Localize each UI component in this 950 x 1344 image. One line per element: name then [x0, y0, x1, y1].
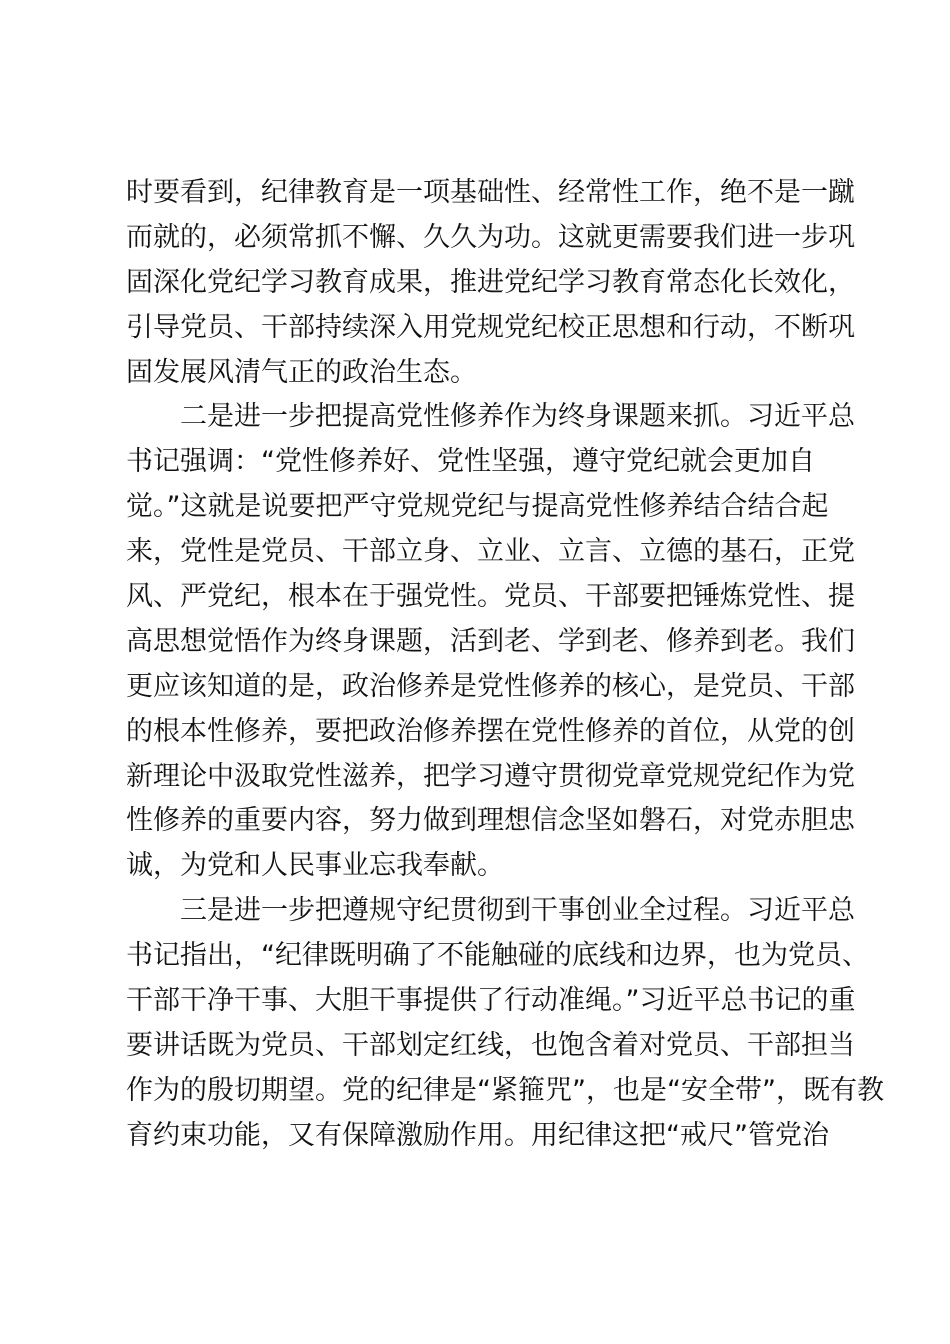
- paragraph-line: 引导党员、干部持续深入用党规党纪校正思想和行动，不断巩: [126, 311, 855, 343]
- paragraph-line: 的根本性修养，要把政治修养摆在党性修养的首位，从党的创: [126, 715, 855, 747]
- paragraph-1: [126, 171, 855, 395]
- paragraph-line: 书记指出，“纪律既明确了不能触碰的底线和边界，也为党员、: [126, 940, 869, 972]
- paragraph-line: 育约束功能，又有保障激励作用。用纪律这把“戒尺”管党治: [126, 1119, 829, 1151]
- paragraph-line: 来，党性是党员、干部立身、立业、立言、立德的基石，正党: [126, 536, 855, 568]
- paragraph-line: 固发展风清气正的政治生态。: [126, 356, 477, 388]
- paragraph-first-line: 二是进一步把提高党性修养作为终身课题来抓。习近平总: [180, 401, 855, 433]
- document-body: [126, 171, 884, 1159]
- paragraph-2: [126, 395, 855, 889]
- paragraph-line: 更应该知道的是，政治修养是党性修养的核心，是党员、干部: [126, 670, 855, 702]
- paragraph-line: 书记强调：“党性修养好、党性坚强，遵守党纪就会更加自: [126, 446, 815, 478]
- paragraph-line: 要讲话既为党员、干部划定红线，也饱含着对党员、干部担当: [126, 1029, 855, 1061]
- paragraph-line: 时要看到，纪律教育是一项基础性、经常性工作，绝不是一蹴: [126, 177, 855, 208]
- paragraph-line: 而就的，必须常抓不懈、久久为功。这就更需要我们进一步巩: [126, 221, 855, 253]
- paragraph-line: 性修养的重要内容，努力做到理想信念坚如磐石，对党赤胆忠: [126, 805, 855, 837]
- paragraph-line: 新理论中汲取党性滋养，把学习遵守贯彻党章党规党纪作为党: [126, 760, 855, 792]
- paragraph-line: 作为的殷切期望。党的纪律是“紧箍咒”，也是“安全带”，既有教: [126, 1074, 884, 1106]
- paragraph-line: 干部干净干事、大胆干事提供了行动准绳。”习近平总书记的重: [126, 985, 856, 1017]
- paragraph-line: 风、严党纪，根本在于强党性。党员、干部要把锤炼党性、提: [126, 581, 855, 613]
- paragraph-first-line: 三是进一步把遵规守纪贯彻到干事创业全过程。习近平总: [180, 895, 855, 927]
- paragraph-line: 固深化党纪学习教育成果，推进党纪学习教育常态化长效化，: [126, 266, 855, 298]
- paragraph-line: 诚，为党和人民事业忘我奉献。: [126, 850, 504, 882]
- paragraph-line: 觉。”这就是说要把严守党规党纪与提高党性修养结合结合起: [126, 491, 829, 523]
- paragraph-3: [126, 889, 884, 1158]
- paragraph-line: 高思想觉悟作为终身课题，活到老、学到老、修养到老。我们: [126, 625, 855, 657]
